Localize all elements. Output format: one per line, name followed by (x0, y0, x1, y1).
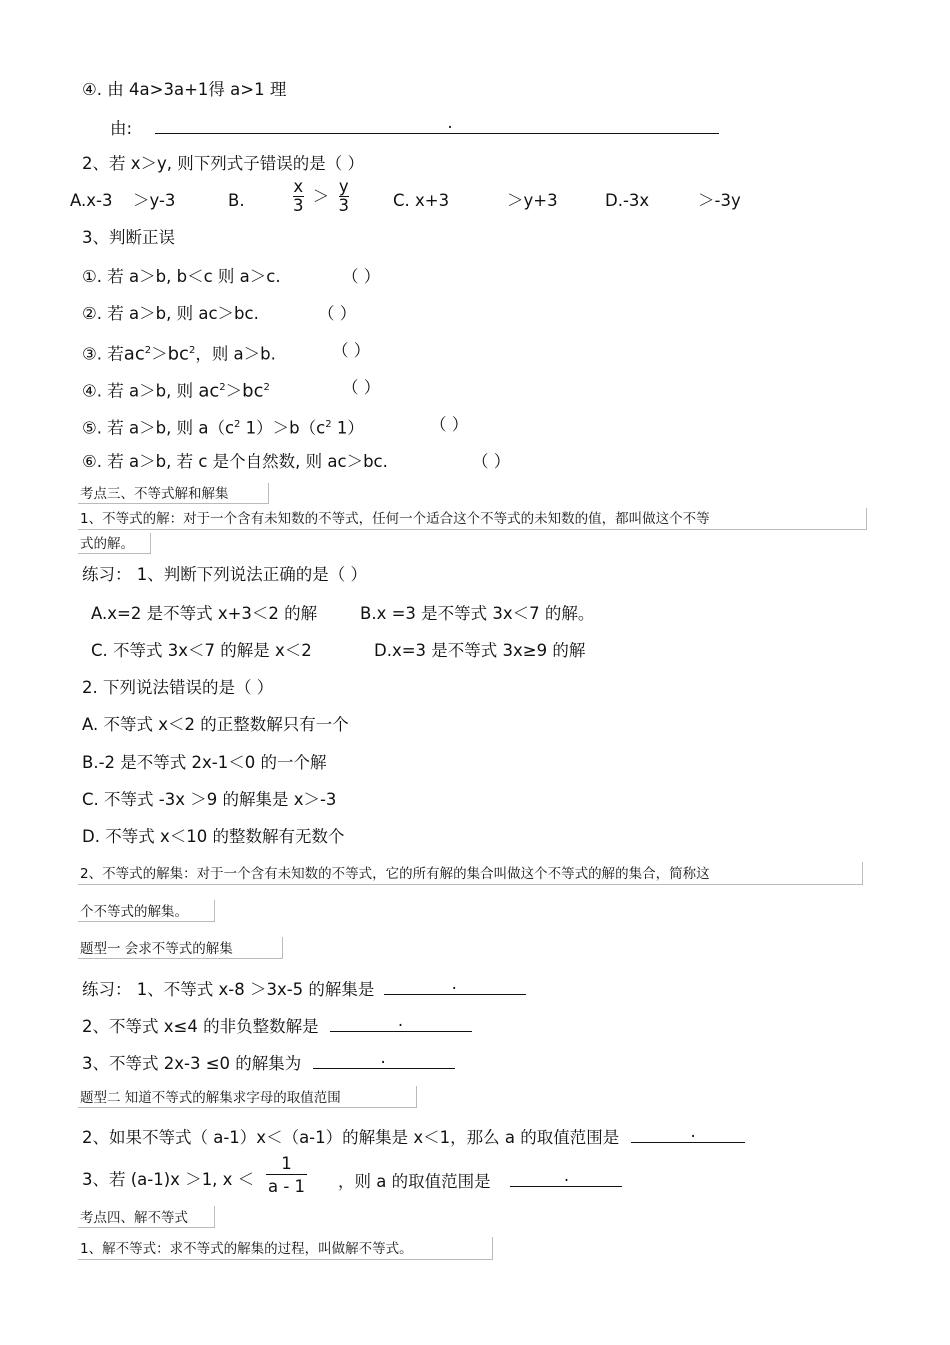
blank-dot: . (380, 1048, 386, 1067)
frac-den: 3 (293, 196, 304, 215)
gt-sign: ＞ (225, 381, 243, 401)
blank-dot: . (563, 1166, 570, 1185)
q3-item-5-end: 1） (331, 418, 364, 438)
t1-q2-text: 2、不等式 x≤4 的非负整数解是 (82, 1017, 319, 1036)
term-ac: ac (198, 380, 220, 402)
exponent: 2 (144, 345, 152, 356)
gt-sign: ＞ (312, 186, 330, 206)
t2-q3 (338, 1166, 622, 1192)
blank-dot: . (690, 1122, 696, 1141)
exponent: 2 (325, 419, 332, 430)
q3-item-3 (82, 341, 276, 365)
q2-option-c-rhs: ＞y+3 (507, 191, 558, 210)
answer-blank[interactable] (313, 1048, 455, 1069)
ex1-option-d: D.x=3 是不等式 3x≥9 的解 (374, 641, 586, 660)
gt-sign: ＞ (151, 344, 168, 364)
k4-heading: 考点四、解不等式 (80, 1210, 188, 1226)
fraction (266, 1154, 307, 1197)
frac-num: 1 (281, 1154, 292, 1173)
q3-item-4-paren[interactable]: （ ） (342, 378, 381, 397)
q3-item-4 (82, 378, 270, 402)
blank-dot: . (447, 113, 453, 132)
ex1-option-c: C. 不等式 3x＜7 的解是 x＜2 (91, 641, 312, 660)
answer-blank[interactable] (330, 1011, 472, 1032)
ex1-option-b: B.x =3 是不等式 3x＜7 的解。 (360, 604, 595, 623)
t1-q2 (82, 1011, 472, 1037)
frac-num: x (293, 177, 304, 196)
q2-option-a: A.x-3 (70, 191, 113, 210)
q3-item-5-pre: ⑤. 若 a＞b, 则 a（c (82, 418, 235, 438)
reason-label (110, 113, 719, 139)
item-4-statement: ④. 由 4a>3a+1得 a>1 理 (82, 80, 287, 99)
ex2-option-a: A. 不等式 x＜2 的正整数解只有一个 (82, 715, 349, 734)
q3-item-5 (82, 415, 364, 439)
t1-q3 (82, 1048, 455, 1074)
k4-def: 1、解不等式：求不等式的解集的过程，叫做解不等式。 (80, 1241, 413, 1257)
exponent: 2 (263, 382, 270, 393)
ex2-option-d: D. 不等式 x＜10 的整数解有无数个 (82, 827, 345, 846)
fraction-y-over-3 (339, 178, 350, 215)
q3-item-5-paren[interactable]: （ ） (430, 415, 469, 434)
answer-blank[interactable] (631, 1122, 745, 1143)
q2-option-c: C. x+3 (393, 191, 450, 210)
def2-line1: 2、不等式的解集：对于一个含有未知数的不等式，它的所有解的集合叫做这个不等式的解的集合，简称这 (80, 866, 710, 882)
q3-item-6-paren[interactable]: （ ） (472, 452, 511, 471)
q3-item-6: ⑥. 若 a＞b, 若 c 是个自然数, 则 ac＞bc. (82, 452, 388, 471)
t2-q2-text: 2、如果不等式（ a-1）x＜（a-1）的解集是 x＜1，那么 a 的取值范围是 (82, 1128, 620, 1147)
frac-den: a - 1 (266, 1174, 307, 1197)
q2-option-d: D.-3x (605, 191, 650, 210)
t2-heading: 题型二 知道不等式的解集求字母的取值范围 (80, 1090, 341, 1106)
q3-item-2: ②. 若 a＞b, 则 ac＞bc. (82, 304, 259, 323)
ex2-stem: 2. 下列说法错误的是（ ） (82, 678, 274, 697)
fraction-x-over-3 (293, 178, 304, 215)
def2-line2: 个不等式的解集。 (80, 904, 188, 920)
answer-blank[interactable] (384, 974, 526, 995)
t1-q3-text: 3、不等式 2x-3 ≤0 的解集为 (82, 1054, 302, 1073)
q2-stem: 2、若 x＞y, 则下列式子错误的是（ ） (82, 154, 365, 173)
term-ac: ac (123, 343, 145, 365)
k3-def1-line2: 式的解。 (80, 536, 134, 552)
term-bc: bc (242, 380, 264, 402)
ex1-stem: 练习： 1、判断下列说法正确的是（ ） (82, 565, 367, 584)
k3-heading: 考点三、不等式解和解集 (80, 486, 229, 502)
t2-q2 (82, 1122, 745, 1148)
t1-q1 (82, 974, 526, 1000)
q3-title: 3、判断正误 (82, 228, 175, 247)
q3-item-3-post: ，则 a＞b. (195, 344, 276, 364)
q3-item-1: ①. 若 a＞b, b＜c 则 a＞c. (82, 267, 281, 286)
k3-def1-line1: 1、不等式的解：对于一个含有未知数的不等式，任何一个适合这个不等式的未知数的值，都叫做这个不等 (80, 511, 710, 527)
q3-item-3-pre: ③. 若 (82, 344, 124, 364)
q3-item-4-pre: ④. 若 a＞b, 则 (82, 381, 194, 401)
ex1-option-a: A.x=2 是不等式 x+3＜2 的解 (91, 604, 318, 623)
frac-den: 3 (338, 196, 349, 215)
q3-item-5-mid: 1）＞b（c (240, 418, 326, 438)
exponent: 2 (234, 419, 241, 430)
q2-option-b-expr (293, 178, 349, 215)
t2-q3-post: ，则 a 的取值范围是 (338, 1172, 491, 1191)
q2-option-d-rhs: ＞-3y (698, 191, 741, 210)
q2-option-b: B. (228, 191, 245, 210)
q3-item-3-paren[interactable]: （ ） (332, 341, 371, 360)
ex2-option-b: B.-2 是不等式 2x-1＜0 的一个解 (82, 753, 327, 772)
q3-item-1-paren[interactable]: （ ） (342, 267, 381, 286)
exponent: 2 (219, 382, 226, 393)
q2-option-a-rhs: ＞y-3 (133, 191, 176, 210)
frac-num: y (338, 177, 349, 196)
blank-dot: . (397, 1011, 404, 1030)
reason-label-text: 由: (110, 119, 133, 138)
blank-dot: . (451, 974, 457, 993)
q3-item-2-paren[interactable]: （ ） (318, 304, 357, 323)
answer-blank[interactable] (510, 1166, 622, 1187)
reason-blank[interactable] (155, 113, 719, 134)
t2-q3-pre: 3、若 (a-1)x ＞1, x ＜ (82, 1170, 255, 1189)
exponent: 2 (188, 345, 196, 356)
t1-heading: 题型一 会求不等式的解集 (80, 941, 233, 957)
fraction-1-over-a-minus-1 (266, 1154, 307, 1197)
ex2-option-c: C. 不等式 -3x ＞9 的解集是 x＞-3 (82, 790, 337, 809)
t1-q1-text: 练习： 1、不等式 x-8 ＞3x-5 的解集是 (82, 980, 375, 999)
term-bc: bc (167, 343, 189, 365)
